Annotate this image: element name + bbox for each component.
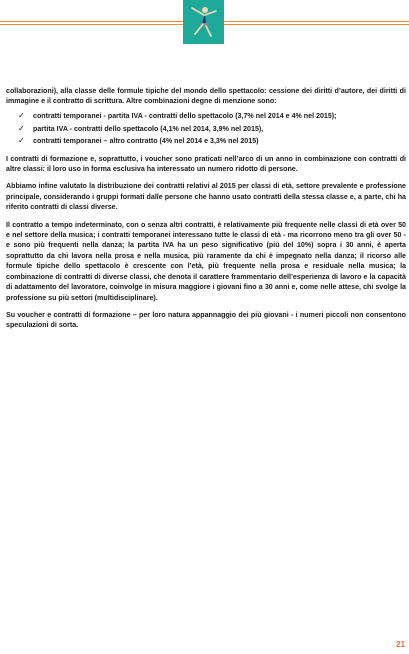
paragraph-intro: collaborazioni), alla classe delle formule tipiche del mondo dello spettacolo: cessione dei diritti d’autore, dei diritti di immagine e il contratto di scrittura. Altre combinazioni degne di menzione sono: — [6, 87, 406, 106]
dancer-logo-icon — [183, 0, 224, 44]
page-number: 21 — [396, 640, 405, 649]
list-item — [6, 111, 406, 121]
paragraph-permanent-contract-part-b: la combinazione di contratti di diverse classi, che denota il carattere frammentario dell’esperienza di lavoro e la capacità di adattamento del lavoratore, — [6, 262, 406, 292]
paragraph-distribution: Abbiamo infine valutato la distribuzione dei contratti relativi al 2015 per classi di età, settore prevalente e professione principale, considerando i gruppi formati dalle persone che hanno usato contratti della stessa classe e, a parte, chi ha riferito contratti di classi diverse. — [6, 182, 406, 212]
document-body — [6, 86, 406, 338]
paragraph-voucher-note: Su voucher e contratti di formazione – per loro natura appannaggio dei più giovani - i numeri piccoli non consentono speculazioni di sorta. — [6, 310, 406, 330]
list-item — [6, 124, 406, 134]
list-item — [6, 136, 406, 146]
paragraph-permanent-contract-part-c: coinvolge in misura maggiore i giovani fino a 30 anni e, come nelle attese, chi svolge la professione su più settori (multidisciplinare). — [6, 283, 406, 302]
paragraph-permanent-contract — [6, 220, 406, 303]
contract-combinations-list — [6, 111, 406, 147]
checkmark-icon: ✓ — [18, 136, 25, 146]
checkmark-icon: ✓ — [18, 110, 25, 120]
list-item-text: partita IVA - contratti dello spettacolo (4,1% nel 2014, 3,9% nel 2015), — [33, 124, 264, 133]
paragraph-permanent-contract-part-a: Il contratto a tempo indeterminato, con o senza altri contratti, è relativamente più frequente nelle classi di età over 50 e nel settore della musica; i contratti temporanei interessano tutte le classi di età - ma ricorrono meno tra gli over 50 - e sono più frequenti nella danza; la partita IVA ha un peso significativo (più del 10%) sopra i 30 anni, è aperta soprattutto da chi lavora nella prosa e nella musica, più raramente da chi è impegnato nella danza; il ricorso alle formule tipiche dello spettacolo è crescente con l’età, più frequente nella prosa e residuale nella musica; — [6, 220, 406, 271]
list-item-text: contratti temporanei – altro contratto (4% nel 2014 e 3,3% nel 2015) — [33, 137, 259, 146]
paragraph-training-voucher: I contratti di formazione e, soprattutto, i voucher sono praticati nell’arco di un anno in combinazione con contratti di altre classi: il loro uso in forma esclusiva ha interessato un numero ridotto di persone. — [6, 154, 406, 174]
list-item-text: contratti temporanei - partita IVA - contratti dello spettacolo (3,7% nel 2014 e 4% nel 2015); — [33, 111, 337, 120]
checkmark-icon: ✓ — [18, 123, 25, 133]
